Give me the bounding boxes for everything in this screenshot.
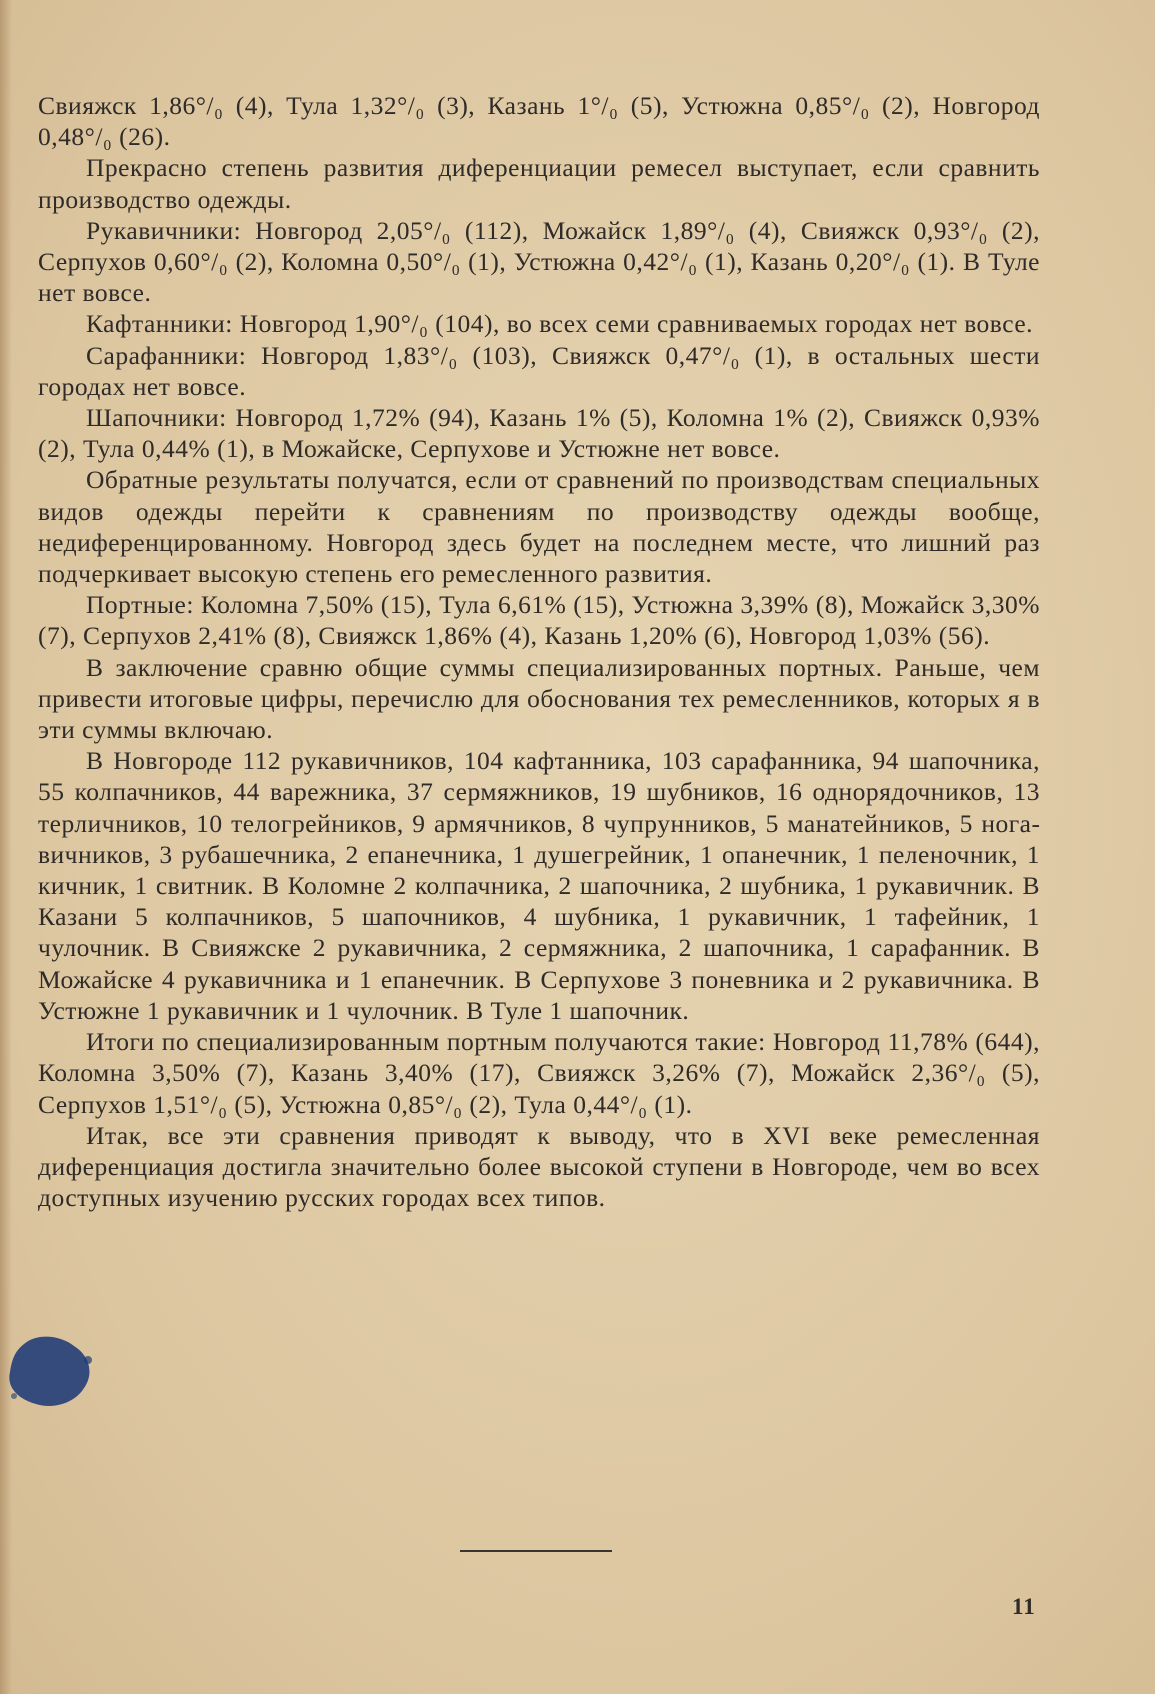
paragraph-continuation: Свияжск 1,86°/₀ (4), Тула 1,32°/₀ (3), Казань 1°/₀ (5), Устюжна 0,85°/₀ (2), Новгород 0,48°/₀ (26).: [38, 91, 1040, 152]
paragraph-hat-makers: Шапочники: Новгород 1,72% (94), Казань 1% (5), Коломна 1% (2), Свияжск 0,93% (2), Тула 0,44% (1), в Можайске, Серпухове и Устюжне нет вовсе.: [38, 403, 1040, 464]
paragraph-intro-clothing: Прекрасно степень развития диференциации ремесел выступает, если сравнить производство одежды.: [38, 153, 1040, 214]
ink-blot: [4, 1330, 96, 1412]
paragraph-conclusion-intro: В заключение сравню общие суммы специализированных портных. Раньше, чем привести итоговые цифры, перечислю для обоснования тех ремесленников, которых я в эти суммы включаю.: [38, 652, 1040, 745]
paragraph-kaftan-makers: Кафтанники: Новгород 1,90°/₀ (104), во всех семи сравниваемых городах нет вовсе.: [86, 309, 1034, 339]
paragraph-craftsmen-list: В Новгороде 112 рукавичников, 104 кафтанника, 103 сарафанника, 94 шапочника, 55 колпачников, 44 варежника, 37 сермяжников, 19 шубников, 16 однорядочников, 13 терличников, 10 телогрейников, 9 армячников, 8 чупрунников, 5 манатейников, 5 ногавичников, 3 рубашечника, 2 епанечника, 1 душегрейник, 1 опанечник, 1 пеленочник, 1 кичник, 1 свитник. В Коломне 2 колпачника, 2 шапочника, 2 шубника, 1 рукавичник. В Казани 5 колпачников, 5 шапочников, 4 шубника, 1 рукавичник, 1 тафейник, 1 чулочник. В Свияжске 2 рукавичника, 2 сермяжника, 2 шапочника, 1 сарафанник. В Можайске 4 рукавичника и 1 епанечник. В Серпухове 3 поневника и 2 рукавичника. В Устюжне 1 рукавичник и 1 чулочник. В Туле 1 шапочник.: [38, 746, 1040, 1025]
end-rule: [460, 1550, 612, 1552]
paragraph-final-conclusion: Итак, все эти сравнения приводят к выводу, что в XVI веке ремесленная диференциация достигла значительно более высокой ступени в Новгороде, чем во всех доступных изучению русских городах всех типов.: [38, 1120, 1040, 1213]
page-number: 11: [1012, 1594, 1036, 1619]
page-edge-shadow: [0, 0, 12, 1694]
paragraph-sarafan-makers: Сарафанники: Новгород 1,83°/₀ (103), Свияжск 0,47°/₀ (1), в остальных шести городах нет вовсе.: [38, 340, 1040, 401]
paragraph-reverse-results: Обратные результаты получатся, если от сравнений по производствам специальных видов одежды перейти к сравнениям по производству одежды вообще, недиференцированному. Новгород здесь будет на последнем месте, что лишний раз подчеркивает высокую степень его ремесленного развития.: [38, 465, 1040, 589]
paragraph-tailors: Портные: Коломна 7,50% (15), Тула 6,61% (15), Устюжна 3,39% (8), Можайск 3,30% (7), Серпухов 2,41% (8), Свияжск 1,86% (4), Казань 1,20% (6), Новгород 1,03% (56).: [38, 590, 1040, 651]
paragraph-glovers: Рукавичники: Новгород 2,05°/₀ (112), Можайск 1,89°/₀ (4), Свияжск 0,93°/₀ (2), Серпухов 0,60°/₀ (2), Коломна 0,50°/₀ (1), Устюжна 0,42°/₀ (1), Казань 0,20°/₀ (1). В Туле нет вовсе.: [38, 215, 1040, 308]
body-text: [38, 90, 1040, 1213]
paragraph-totals: Итоги по специализированным портным получаются такие: Новгород 11,78% (644), Коломна 3,50% (7), Казань 3,40% (17), Свияжск 3,26% (7), Можайск 2,36°/₀ (5), Серпухов 1,51°/₀ (5), Устюжна 0,85°/₀ (2), Тула 0,44°/₀ (1).: [38, 1027, 1040, 1119]
